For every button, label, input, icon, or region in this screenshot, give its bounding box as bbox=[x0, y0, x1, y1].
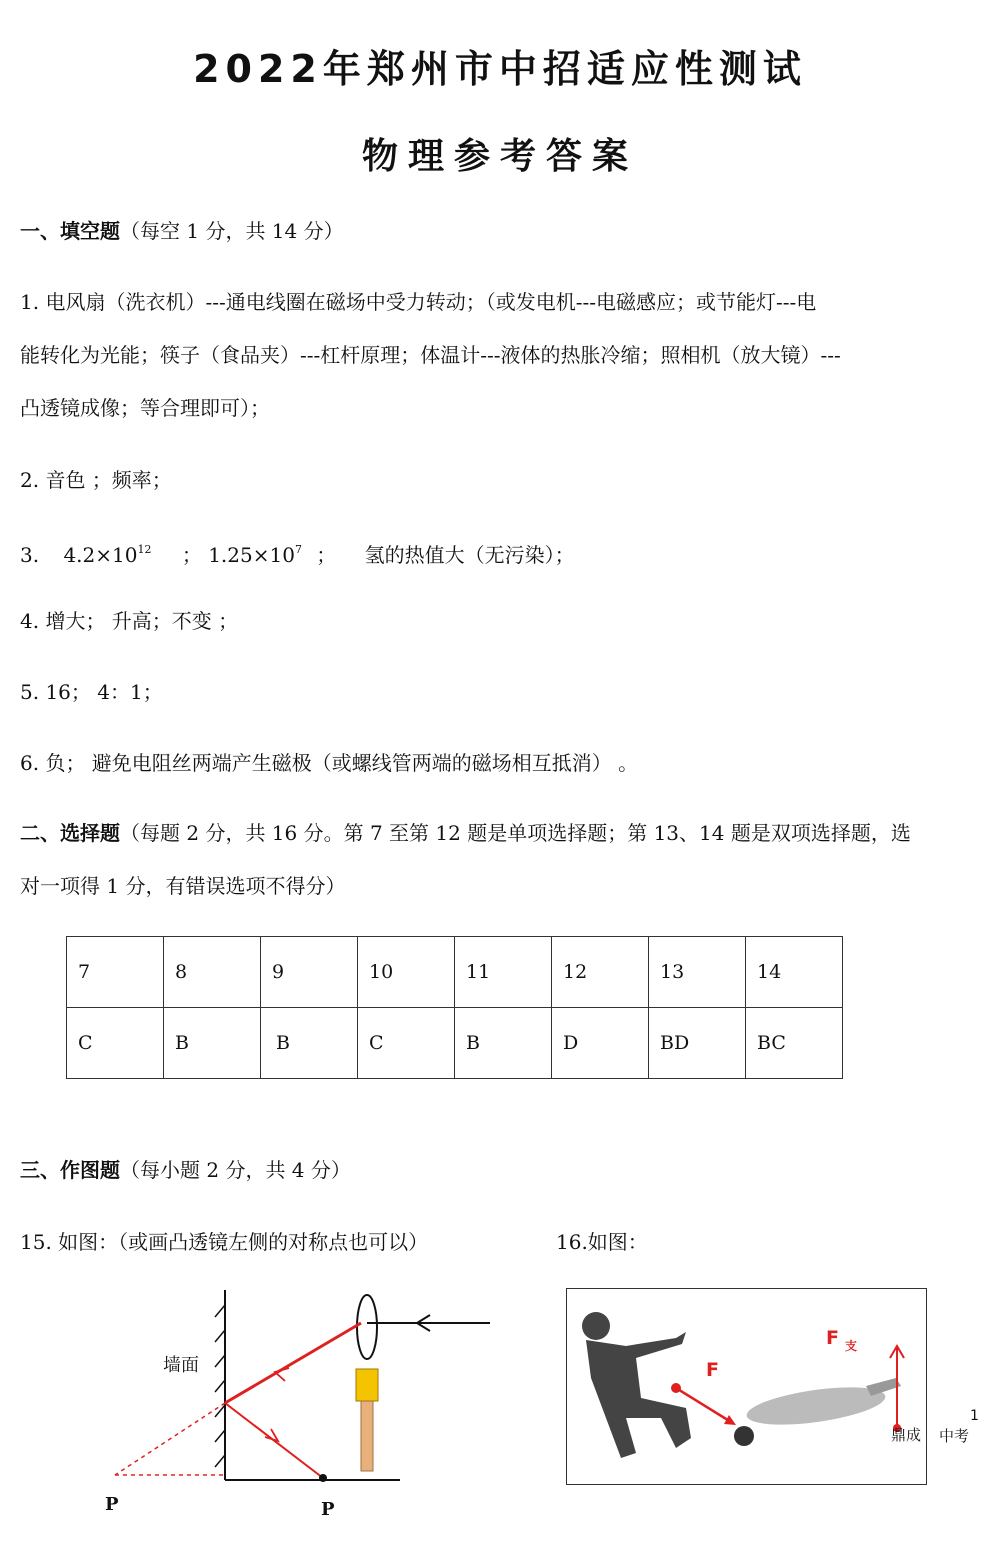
answer-table bbox=[66, 936, 843, 1079]
section-1-heading: 一、填空题 bbox=[20, 219, 120, 243]
point-p bbox=[319, 1474, 327, 1482]
question-number-cell: 11 bbox=[455, 937, 552, 1008]
question-number-cell: 10 bbox=[358, 937, 455, 1008]
answer-cell: B bbox=[455, 1008, 552, 1079]
q2-answer: 2. 音色 ；频率； bbox=[20, 468, 172, 492]
question-number-cell: 14 bbox=[746, 937, 843, 1008]
q5-answer: 5. 16； 4：1； bbox=[20, 680, 163, 704]
section-3-note: （每小题 2 分，共 4 分） bbox=[120, 1158, 351, 1182]
lens-handle bbox=[361, 1401, 373, 1471]
answer-cell: B bbox=[164, 1008, 261, 1079]
q3-value-2: $1.25\times 10^7$ bbox=[208, 543, 302, 567]
force-f-origin bbox=[671, 1383, 681, 1393]
question-number-cell: 8 bbox=[164, 937, 261, 1008]
page-number: 1 bbox=[970, 1408, 979, 1424]
answer-cell: C bbox=[358, 1008, 455, 1079]
lens-holder bbox=[356, 1369, 378, 1401]
wall-label: 墙面 bbox=[163, 1355, 199, 1376]
wall-hatching bbox=[215, 1305, 225, 1467]
section-2-note-1: （每题 2 分，共 16 分。第 7 至第 12 题是单项选择题；第 13、14 题是双项选择题，选 bbox=[120, 821, 911, 845]
page-title: 2022年郑州市中招适应性测试 bbox=[193, 47, 807, 91]
answer-table-answers-row bbox=[67, 1008, 843, 1079]
q6-answer: 6. 负； 避免电阻丝两端产生磁极（或螺线管两端的磁场相互抵消） 。 bbox=[20, 751, 639, 775]
force-f-label: F bbox=[706, 1359, 719, 1381]
section-3-heading: 三、作图题 bbox=[20, 1158, 120, 1182]
q4-answer: 4. 增大； 升高；不变 ； bbox=[20, 609, 239, 633]
q15-caption: 15. 如图：（或画凸透镜左侧的对称点也可以） bbox=[20, 1230, 429, 1254]
section-3-header bbox=[20, 1156, 985, 1184]
q3-value-1: $4.2\times 10^{12}$ bbox=[63, 543, 152, 567]
refracted-ray bbox=[225, 1323, 361, 1403]
section-2-note-2: 对一项得 1 分，有错误选项不得分） bbox=[20, 874, 346, 898]
answer-cell: C bbox=[67, 1008, 164, 1079]
brand-text: 鼎成 bbox=[891, 1426, 922, 1444]
p-left-label: P bbox=[105, 1494, 119, 1515]
question-number-cell: 9 bbox=[261, 937, 358, 1008]
q1-line-1: 1. 电风扇（洗衣机）---通电线圈在磁场中受力转动；（或发电机---电磁感应；或节能灯---电 bbox=[20, 290, 817, 314]
section-1-header bbox=[20, 217, 985, 245]
section-2-heading: 二、选择题 bbox=[20, 821, 120, 845]
q3-number: 3. bbox=[20, 543, 40, 567]
q3-value-3: 氢的热值大（无污染）； bbox=[364, 543, 575, 567]
q3-separator-1: ； bbox=[181, 543, 202, 567]
q3-answer bbox=[20, 536, 985, 569]
support-force-subscript: 支 bbox=[845, 1339, 858, 1353]
figure-15-ray-diagram bbox=[95, 1285, 500, 1525]
section-1-note: （每空 1 分，共 14 分） bbox=[120, 219, 344, 243]
q1-line-3: 凸透镜成像；等合理即可）； bbox=[20, 396, 270, 420]
answer-cell: D bbox=[552, 1008, 649, 1079]
q3-separator-2: ； bbox=[316, 543, 337, 567]
virtual-ray bbox=[115, 1403, 225, 1475]
answer-cell: BD bbox=[649, 1008, 746, 1079]
section-2-header bbox=[20, 819, 985, 847]
answer-cell: B bbox=[261, 1008, 358, 1079]
brand-text-2: 中考 bbox=[939, 1427, 970, 1445]
p-right-label: P bbox=[321, 1499, 335, 1520]
convex-lens bbox=[357, 1295, 377, 1359]
question-number-cell: 7 bbox=[67, 937, 164, 1008]
question-number-cell: 12 bbox=[552, 937, 649, 1008]
ray-arrow-icon bbox=[275, 1368, 289, 1381]
question-number-cell: 13 bbox=[649, 937, 746, 1008]
support-force-label: F bbox=[826, 1327, 839, 1349]
q1-line-2: 能转化为光能；筷子（食品夹）---杠杆原理；体温计---液体的热胀冷缩；照相机（放大镜）--- bbox=[20, 343, 841, 367]
q16-caption: 16.如图： bbox=[556, 1230, 648, 1254]
answer-table-numbers-row bbox=[67, 937, 843, 1008]
figure-16-force-diagram bbox=[566, 1288, 928, 1486]
answer-cell: BC bbox=[746, 1008, 843, 1079]
page-subtitle: 物理参考答案 bbox=[361, 136, 638, 177]
